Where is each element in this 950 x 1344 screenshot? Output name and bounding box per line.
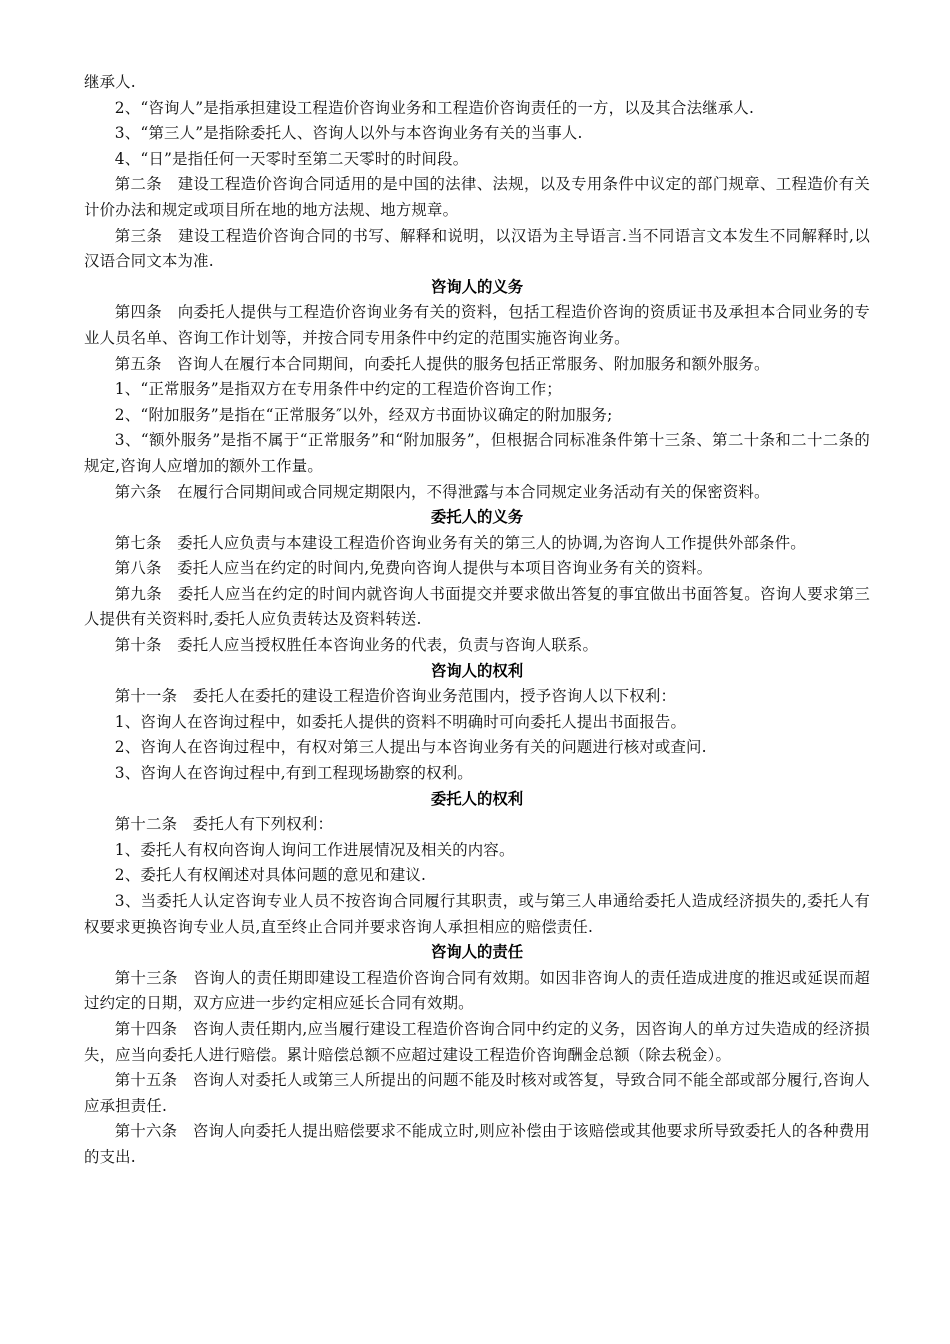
paragraph: 1、咨询人在咨询过程中，如委托人提供的资料不明确时可向委托人提出书面报告。: [114, 712, 687, 731]
paragraph: 第四条 向委托人提供与工程造价咨询业务有关的资料，包括工程造价咨询的资质证书及承担本合同业务的专业人员名单、咨询工作计划等，并按合同专用条件中约定的范围实施咨询业务。: [84, 303, 870, 347]
paragraph: 第三条 建设工程造价咨询合同的书写、解释和说明，以汉语为主导语言.当不同语言文本发生不同解释时,以汉语合同文本为准.: [84, 226, 870, 271]
section-heading: 委托人的权利: [430, 789, 524, 808]
paragraph: 第十三条 咨询人的责任期即建设工程造价咨询合同有效期。如因非咨询人的责任造成进度的推迟或延误而超过约定的日期，双方应进一步约定相应延长合同有效期。: [84, 968, 870, 1013]
paragraph: 第八条 委托人应当在约定的时间内,免费向咨询人提供与本项目咨询业务有关的资料。: [114, 559, 713, 578]
paragraph: 继承人.: [84, 73, 136, 91]
paragraph: 1、委托人有权向咨询人询问工作进展情况及相关的内容。: [114, 840, 515, 859]
paragraph: 1、“正常服务”是指双方在专用条件中约定的工程造价咨询工作；: [114, 380, 562, 399]
paragraph: 第十六条 咨询人向委托人提出赔偿要求不能成立时,则应补偿由于该赔偿或其他要求所导致委托人的各种费用的支出.: [84, 1122, 870, 1166]
paragraph: 3、“第三人”是指除委托人、咨询人以外与本咨询业务有关的当事人.: [114, 124, 583, 143]
paragraph: 3、“额外服务”是指不属于“正常服务”和“附加服务”，但根据合同标准条件第十三条、第二十条和二十二条的规定,咨询人应增加的额外工作量。: [84, 431, 870, 475]
paragraph: 第六条 在履行合同期间或合同规定期限内，不得泄露与本合同规定业务活动有关的保密资料。: [114, 482, 770, 501]
paragraph: 2、咨询人在咨询过程中，有权对第三人提出与本咨询业务有关的问题进行核对或查问.: [114, 738, 707, 757]
section-heading: 咨询人的权利: [430, 661, 524, 680]
paragraph: 4、“日”是指任何一天零时至第二天零时的时间段。: [114, 149, 469, 168]
paragraph: 2、“附加服务”是指在“正常服务″以外，经双方书面协议确定的附加服务;: [114, 405, 613, 424]
paragraph: 第十二条 委托人有下列权利：: [114, 815, 334, 834]
paragraph: 第十四条 咨询人责任期内,应当履行建设工程造价咨询合同中约定的义务，因咨询人的单方过失造成的经济损失，应当向委托人进行赔偿。累计赔偿总额不应超过建设工程造价咨询酬金总额（除去税金）。: [84, 1019, 870, 1064]
paragraph: 第十五条 咨询人对委托人或第三人所提出的问题不能及时核对或答复，导致合同不能全部或部分履行,咨询人应承担责任.: [84, 1071, 870, 1115]
paragraph: 2、“咨询人”是指承担建设工程造价咨询业务和工程造价咨询责任的一方，以及其合法继承人.: [114, 98, 755, 117]
paragraph: 第七条 委托人应负责与本建设工程造价咨询业务有关的第三人的协调,为咨询人工作提供外部条件。: [114, 533, 806, 552]
paragraph: 3、咨询人在咨询过程中,有到工程现场勘察的权利。: [114, 764, 473, 783]
paragraph: 2、委托人有权阐述对具体问题的意见和建议.: [114, 866, 427, 885]
section-heading: 咨询人的义务: [430, 277, 524, 296]
paragraph: 第五条 咨询人在履行本合同期间，向委托人提供的服务包括正常服务、附加服务和额外服务。: [114, 354, 770, 373]
section-heading: 咨询人的责任: [430, 943, 524, 962]
document-page: [84, 70, 870, 1171]
paragraph: 3、当委托人认定咨询专业人员不按咨询合同履行其职责，或与第三人串通给委托人造成经济损失的,委托人有权要求更换咨询专业人员,直至终止合同并要求咨询人承担相应的赔偿责任.: [84, 892, 870, 936]
paragraph: 第二条 建设工程造价咨询合同适用的是中国的法律、法规，以及专用条件中议定的部门规章、工程造价有关计价办法和规定或项目所在地的地方法规、地方规章。: [84, 175, 870, 219]
paragraph: 第十一条 委托人在委托的建设工程造价咨询业务范围内，授予咨询人以下权利：: [114, 687, 677, 706]
section-heading: 委托人的义务: [430, 508, 524, 527]
paragraph: 第十条 委托人应当授权胜任本咨询业务的代表，负责与咨询人联系。: [114, 636, 599, 655]
paragraph: 第九条 委托人应当在约定的时间内就咨询人书面提交并要求做出答复的事宜做出书面答复。咨询人要求第三人提供有关资料时,委托人应负责转达及资料转送.: [84, 584, 870, 629]
